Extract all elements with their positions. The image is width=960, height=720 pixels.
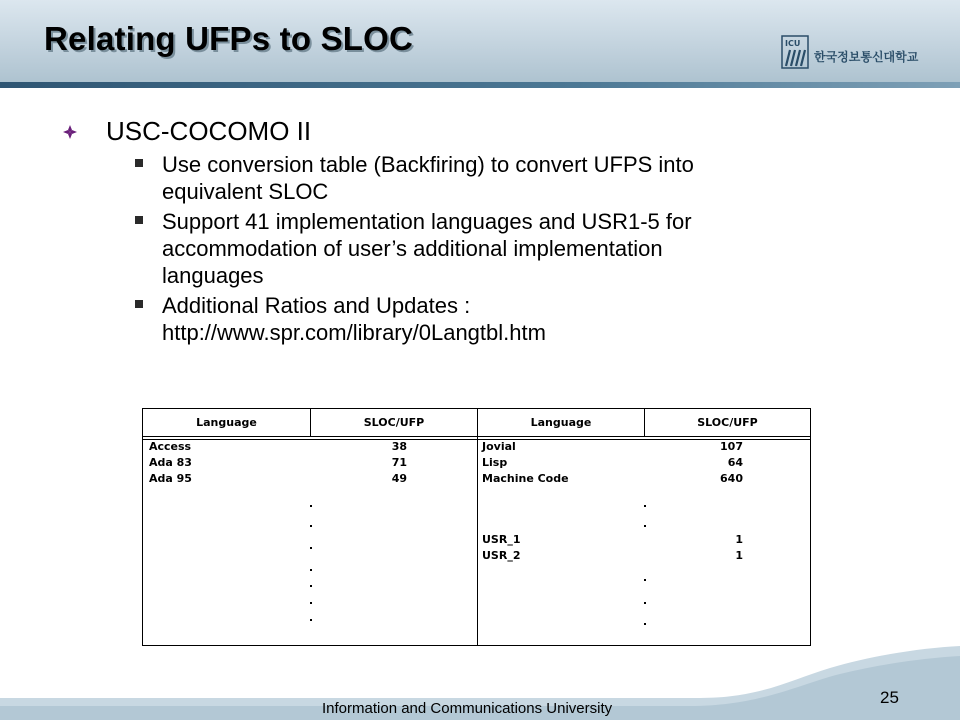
sub-bullet-1-line-2: equivalent SLOC — [162, 179, 329, 204]
sub-bullet-2 — [162, 208, 842, 289]
table-row-left-sloc: 38 — [391, 440, 407, 453]
main-bullet-text: USC-COCOMO II — [106, 116, 312, 146]
sub-bullet-3-line-1: Additional Ratios and Updates : — [162, 293, 471, 318]
table-row-left-language: Ada 95 — [149, 472, 192, 485]
ellipsis-dot — [644, 579, 646, 581]
table-row-left-sloc: 49 — [391, 472, 407, 485]
ellipsis-dot — [644, 623, 646, 625]
ellipsis-dot — [644, 602, 646, 604]
university-logo — [780, 34, 940, 70]
square-bullet-icon — [135, 159, 143, 167]
footer-university-name: Information and Communications University — [322, 700, 613, 717]
sub-bullet-3 — [162, 292, 842, 346]
table-header-sloc-2: SLOC/UFP — [697, 416, 758, 429]
sub-bullet-1 — [162, 151, 842, 205]
diamond-bullet-icon — [62, 124, 78, 140]
table-row-left-sloc: 71 — [391, 456, 407, 469]
ellipsis-dot — [310, 505, 312, 507]
ellipsis-dot — [644, 505, 646, 507]
table-row-right-language: Jovial — [482, 440, 516, 453]
table-row-left-language: Access — [149, 440, 192, 453]
header-rule — [0, 82, 960, 88]
table-header-sloc-1: SLOC/UFP — [311, 409, 478, 436]
page-number: 25 — [880, 688, 899, 707]
table-row-right-sloc: 64 — [727, 456, 743, 469]
table-row-right-language: Machine Code — [482, 472, 569, 485]
sub-bullet-2-line-3: languages — [162, 263, 264, 288]
table-row-right-sloc: 1 — [735, 533, 743, 546]
sub-bullet-2-line-1: Support 41 implementation languages and USR1-5 for — [162, 209, 692, 234]
square-bullet-icon — [135, 216, 143, 224]
sub-bullet-1-line-1: Use conversion table (Backfiring) to convert UFPS into — [162, 152, 694, 177]
table-row-right-language: USR_1 — [482, 533, 521, 546]
ellipsis-dot — [310, 525, 312, 527]
icu-logo-icon — [780, 34, 810, 70]
table-header-language-1: Language — [143, 409, 311, 436]
ellipsis-dot — [644, 525, 646, 527]
table-row-right-language: USR_2 — [482, 549, 521, 562]
table-row-right-sloc: 640 — [720, 472, 743, 485]
ellipsis-dot — [310, 585, 312, 587]
table-row-right-sloc: 1 — [735, 549, 743, 562]
table-row-right-language: Lisp — [482, 456, 508, 469]
sub-bullet-2-line-2: accommodation of user’s additional implementation — [162, 236, 663, 261]
ellipsis-dot — [310, 569, 312, 571]
table-row-left-language: Ada 83 — [149, 456, 192, 469]
table-row-right-sloc: 107 — [720, 440, 743, 453]
ellipsis-dot — [310, 619, 312, 621]
slide-title: Relating UFPs to SLOC — [44, 20, 414, 57]
sub-bullet-3-line-2: http://www.spr.com/library/0Langtbl.htm — [162, 320, 546, 345]
logo-korean-text: 한국정보통신대학교 — [814, 50, 919, 64]
conversion-table — [142, 408, 811, 646]
square-bullet-icon — [135, 300, 143, 308]
table-header-language-2: Language — [478, 409, 645, 436]
ellipsis-dot — [310, 547, 312, 549]
ellipsis-dot — [310, 602, 312, 604]
logo-name: ICU — [785, 39, 801, 48]
table-column-divider — [477, 436, 478, 645]
